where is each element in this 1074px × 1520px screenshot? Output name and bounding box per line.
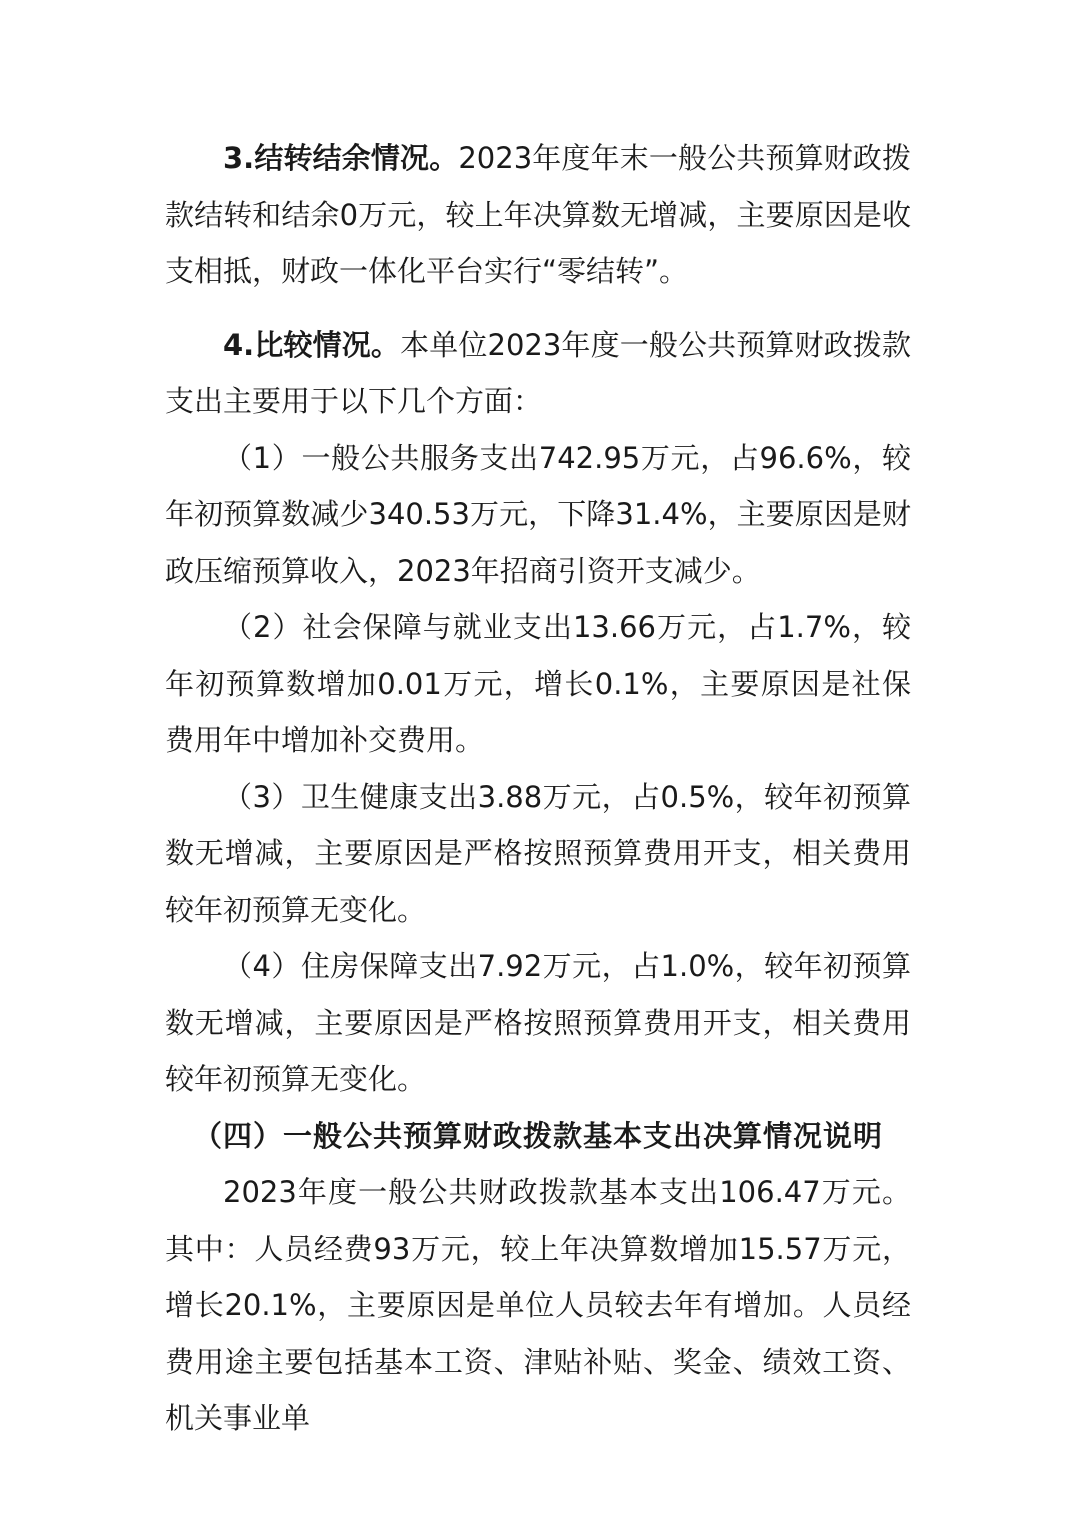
expense-item-health: （3）卫生健康支出3.88万元，占0.5%，较年初预算数无增减，主要原因是严格按照预算费用开支，相关费用较年初预算无变化。 bbox=[165, 779, 911, 927]
section-heading: （四）一般公共预算财政拨款基本支出决算情况说明 bbox=[192, 1118, 883, 1153]
comparison-text: 本单位2023年度一般公共预算财政拨款支出主要用于以下几个方面： bbox=[165, 327, 911, 418]
carryover-heading: 3.结转结余情况。 bbox=[223, 141, 459, 175]
carryover-text: 2023年度年末一般公共预算财政拨款结转和结余0万元，较上年决算数无增减，主要原因是收支相抵，财政一体化平台实行“零结转”。 bbox=[165, 141, 911, 288]
expense-item-housing: （4）住房保障支出7.92万元，占1.0%，较年初预算数无增减，主要原因是严格按照预算费用开支，相关费用较年初预算无变化。 bbox=[165, 949, 911, 1096]
document-page bbox=[165, 130, 911, 1447]
expense-item-social-security: （2）社会保障与就业支出13.66万元，占1.7%，较年初预算数增加0.01万元，增长0.1%，主要原因是社保费用年中增加补交费用。 bbox=[165, 610, 911, 757]
carryover-paragraph bbox=[165, 130, 911, 300]
expense-item-general-services: （1）一般公共服务支出742.95万元，占96.6%，较年初预算数减少340.53万元，下降31.4%，主要原因是财政压缩预算收入，2023年招商引资开支减少。 bbox=[165, 440, 911, 588]
comparison-paragraph bbox=[165, 317, 911, 430]
comparison-heading: 4.比较情况。 bbox=[223, 327, 401, 362]
basic-expenditure-paragraph: 2023年度一般公共财政拨款基本支出106.47万元。其中：人员经费93万元，较上年决算数增加15.57万元，增长20.1%，主要原因是单位人员较去年有增加。人员经费用途主要包括基本工资、津贴补贴、奖金、绩效工资、机关事业单 bbox=[165, 1175, 911, 1435]
